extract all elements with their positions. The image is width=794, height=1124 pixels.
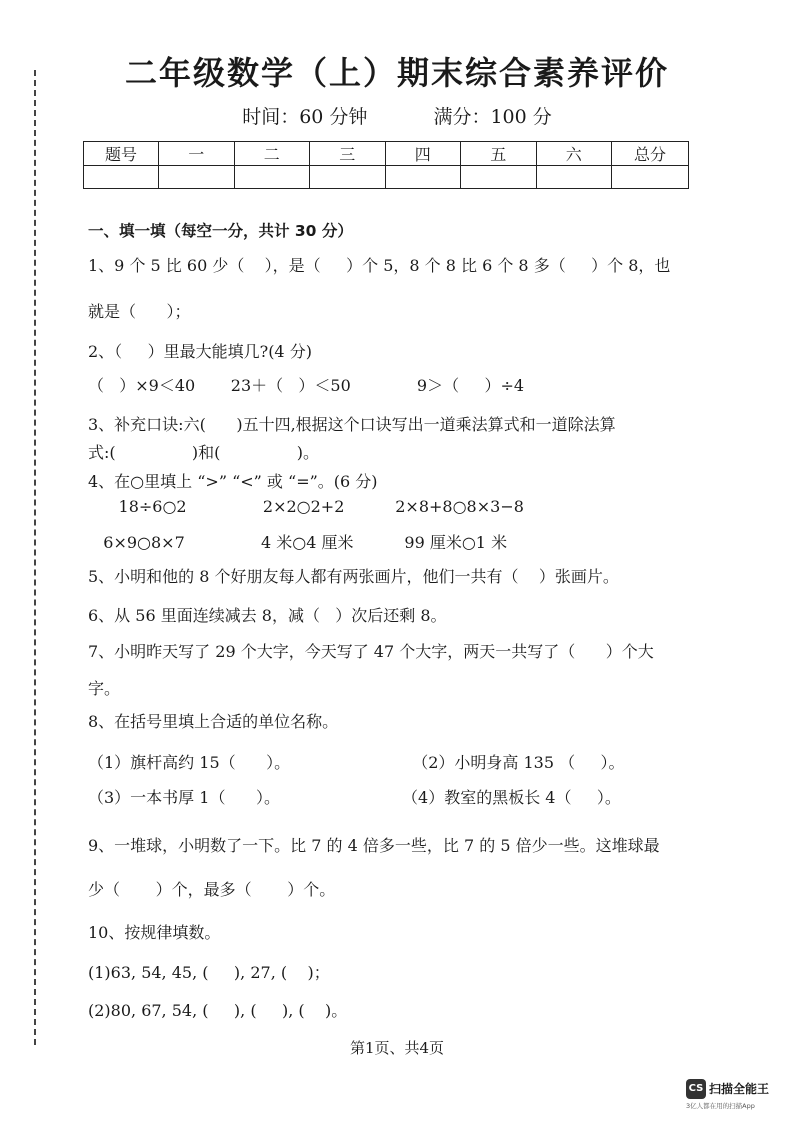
question-line: 式:( )和( )。 bbox=[88, 443, 319, 462]
question-line: 少（ ）个，最多（ ）个。 bbox=[88, 880, 336, 899]
section-heading: 一、填一填（每空一分，共计 30 分） bbox=[88, 222, 353, 240]
question-line: 10、按规律填数。 bbox=[88, 923, 221, 942]
score-blank-cell[interactable] bbox=[159, 166, 235, 189]
watermark-tagline: 3亿人都在用的扫描App bbox=[686, 1101, 755, 1110]
score-table-blank-row bbox=[84, 166, 689, 189]
question-line: 字。 bbox=[88, 679, 121, 698]
score-table bbox=[83, 141, 689, 189]
exam-time: 时间：60 分钟 bbox=[242, 106, 368, 128]
score-header-cell: 二 bbox=[234, 142, 310, 166]
scanner-watermark bbox=[686, 1078, 786, 1110]
score-blank-cell[interactable] bbox=[84, 166, 159, 189]
exam-info bbox=[0, 102, 794, 129]
question-line: 1、9 个 5 比 60 少（ ），是（ ）个 5，8 个 8 比 6 个 8 多（ ）个 8，也 bbox=[88, 256, 671, 275]
question-line: （ ）×9＜40 23＋（ ）＜50 9＞（ ）÷4 bbox=[88, 376, 525, 395]
question-line: 2、（ ）里最大能填几?(4 分) bbox=[88, 342, 312, 361]
score-header-cell: 总分 bbox=[612, 142, 689, 166]
score-header-cell: 一 bbox=[159, 142, 235, 166]
question-line: 8、在括号里填上合适的单位名称。 bbox=[88, 712, 339, 731]
score-blank-cell[interactable] bbox=[612, 166, 689, 189]
question-line: 4、在○里填上 “>” “<” 或 “=”。(6 分) bbox=[88, 472, 378, 491]
score-header-cell: 三 bbox=[310, 142, 386, 166]
score-blank-cell[interactable] bbox=[234, 166, 310, 189]
score-header-cell: 六 bbox=[536, 142, 612, 166]
page-footer: 第1页、共4页 bbox=[349, 1039, 445, 1057]
question-line: 6、从 56 里面连续减去 8，减（ ）次后还剩 8。 bbox=[88, 606, 447, 625]
score-blank-cell[interactable] bbox=[461, 166, 537, 189]
question-line: 7、小明昨天写了 29 个大字，今天写了 47 个大字，两天一共写了（ ）个大 bbox=[88, 642, 654, 661]
score-header-cell: 五 bbox=[461, 142, 537, 166]
score-header-cell: 四 bbox=[385, 142, 461, 166]
score-blank-cell[interactable] bbox=[385, 166, 461, 189]
binding-margin-line bbox=[34, 70, 36, 1045]
question-line: （3）一本书厚 1（ ）。 （4）教室的黑板长 4（ ）。 bbox=[88, 788, 621, 807]
watermark-name: 扫描全能王 bbox=[709, 1082, 770, 1096]
score-header-cell: 题号 bbox=[84, 142, 159, 166]
question-line: (2)80, 67, 54, ( ), ( ), ( )。 bbox=[88, 1001, 348, 1020]
question-line: （1）旗杆高约 15（ ）。 （2）小明身高 135 （ ）。 bbox=[88, 753, 625, 772]
question-line: (1)63, 54, 45, ( ), 27, ( )； bbox=[88, 963, 330, 982]
question-line: 3、补充口诀:六( )五十四,根据这个口诀写出一道乘法算式和一道除法算 bbox=[88, 415, 616, 434]
score-blank-cell[interactable] bbox=[310, 166, 386, 189]
question-line: 18÷6○2 2×2○2+2 2×8+8○8×3−8 bbox=[88, 497, 524, 516]
question-line: 5、小明和他的 8 个好朋友每人都有两张画片，他们一共有（ ）张画片。 bbox=[88, 567, 619, 586]
camscanner-logo-icon: CS bbox=[686, 1079, 706, 1099]
question-line: 就是（ ）； bbox=[88, 302, 191, 321]
score-table-header-row bbox=[84, 142, 689, 166]
question-line: 9、一堆球，小明数了一下。比 7 的 4 倍多一些，比 7 的 5 倍少一些。这堆球最 bbox=[88, 836, 660, 855]
score-blank-cell[interactable] bbox=[536, 166, 612, 189]
question-line: 6×9○8×7 4 米○4 厘米 99 厘米○1 米 bbox=[88, 533, 508, 552]
exam-full-score: 满分：100 分 bbox=[433, 106, 552, 128]
page-title: 二年级数学（上）期末综合素养评价 bbox=[124, 54, 669, 92]
